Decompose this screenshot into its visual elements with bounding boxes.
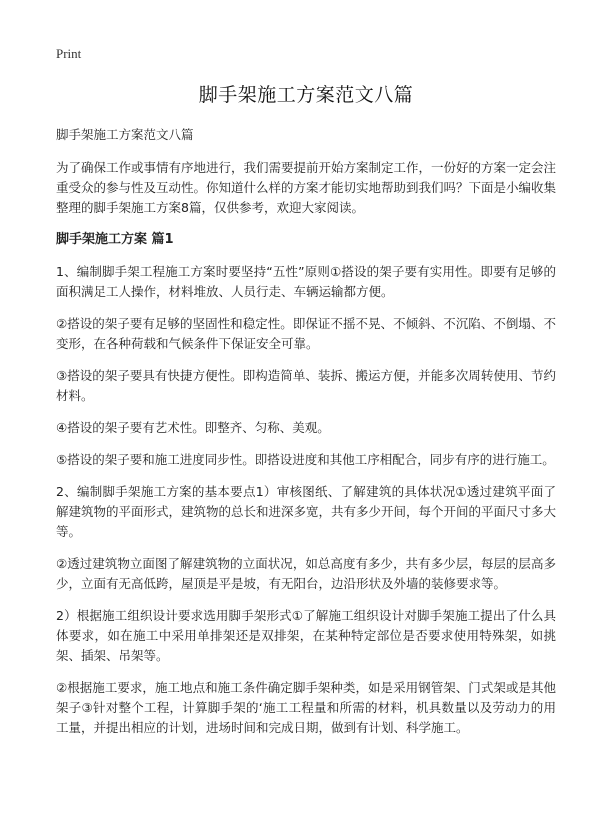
- body-paragraph-9: ②根据施工要求，施工地点和施工条件确定脚手架种类，如是采用钢管架、门式架或是其他架子③针对整个工程，计算脚手架的‘施工工程量和所需的材料，机具数量以及劳动力的用工量，并提出相应的计划，进场时间和完成日期，做到有计划、科学施工。: [56, 680, 556, 735]
- body-paragraph-1: 1、编制脚手架工程施工方案时要坚持“五性”原则①搭设的架子要有实用性。即要有足够的面积满足工人操作，材料堆放、人员行走、车辆运输都方便。: [56, 264, 556, 299]
- body-paragraph-2: ②搭设的架子要有足够的坚固性和稳定性。即保证不摇不晃、不倾斜、不沉陷、不倒塌、不变形，在各种荷载和气候条件下保证安全可靠。: [56, 316, 556, 351]
- body-paragraph-8: 2）根据施工组织设计要求选用脚手架形式①了解施工组织设计对脚手架施工提出了什么具体要求，如在施工中采用单排架还是双排架，在某种特定部位是否要求使用特殊架，如挑架、插架、吊架等。: [56, 608, 556, 663]
- section-heading: 脚手架施工方案 篇1: [56, 232, 174, 247]
- body-paragraph-7: ②透过建筑物立面图了解建筑物的立面状况，如总高度有多少，共有多少层，每层的层高多少，立面有无高低跨，屋顶是平是坡，有无阳台，边沿形状及外墙的装修要求等。: [56, 556, 556, 591]
- document-title: 脚手架施工方案范文八篇: [198, 84, 414, 106]
- print-label: Print: [56, 46, 82, 61]
- body-paragraph-3: ③搭设的架子要具有快捷方便性。即构造简单、装拆、搬运方便，并能多次周转使用、节约材料。: [56, 368, 556, 403]
- body-paragraph-4: ④搭设的架子要有艺术性。即整齐、匀称、美观。: [56, 420, 330, 435]
- body-paragraph-6: 2、编制脚手架施工方案的基本要点1）审核图纸、了解建筑的具体状况①透过建筑平面了解建筑物的平面形式，建筑物的总长和进深多宽，共有多少开间，每个开间的平面尺寸多大等。: [56, 484, 557, 539]
- body-paragraph-5: ⑤搭设的架子要和施工进度同步性。即搭设进度和其他工序相配合，同步有序的进行施工。: [56, 452, 555, 467]
- intro-paragraph: 为了确保工作或事情有序地进行，我们需要提前开始方案制定工作，一份好的方案一定会注重受众的参与性及互动性。你知道什么样的方案才能切实地帮助到我们吗？下面是小编收集整理的脚手架施工方案8篇，仅供参考，欢迎大家阅读。: [56, 160, 557, 215]
- document-subtitle: 脚手架施工方案范文八篇: [56, 127, 194, 142]
